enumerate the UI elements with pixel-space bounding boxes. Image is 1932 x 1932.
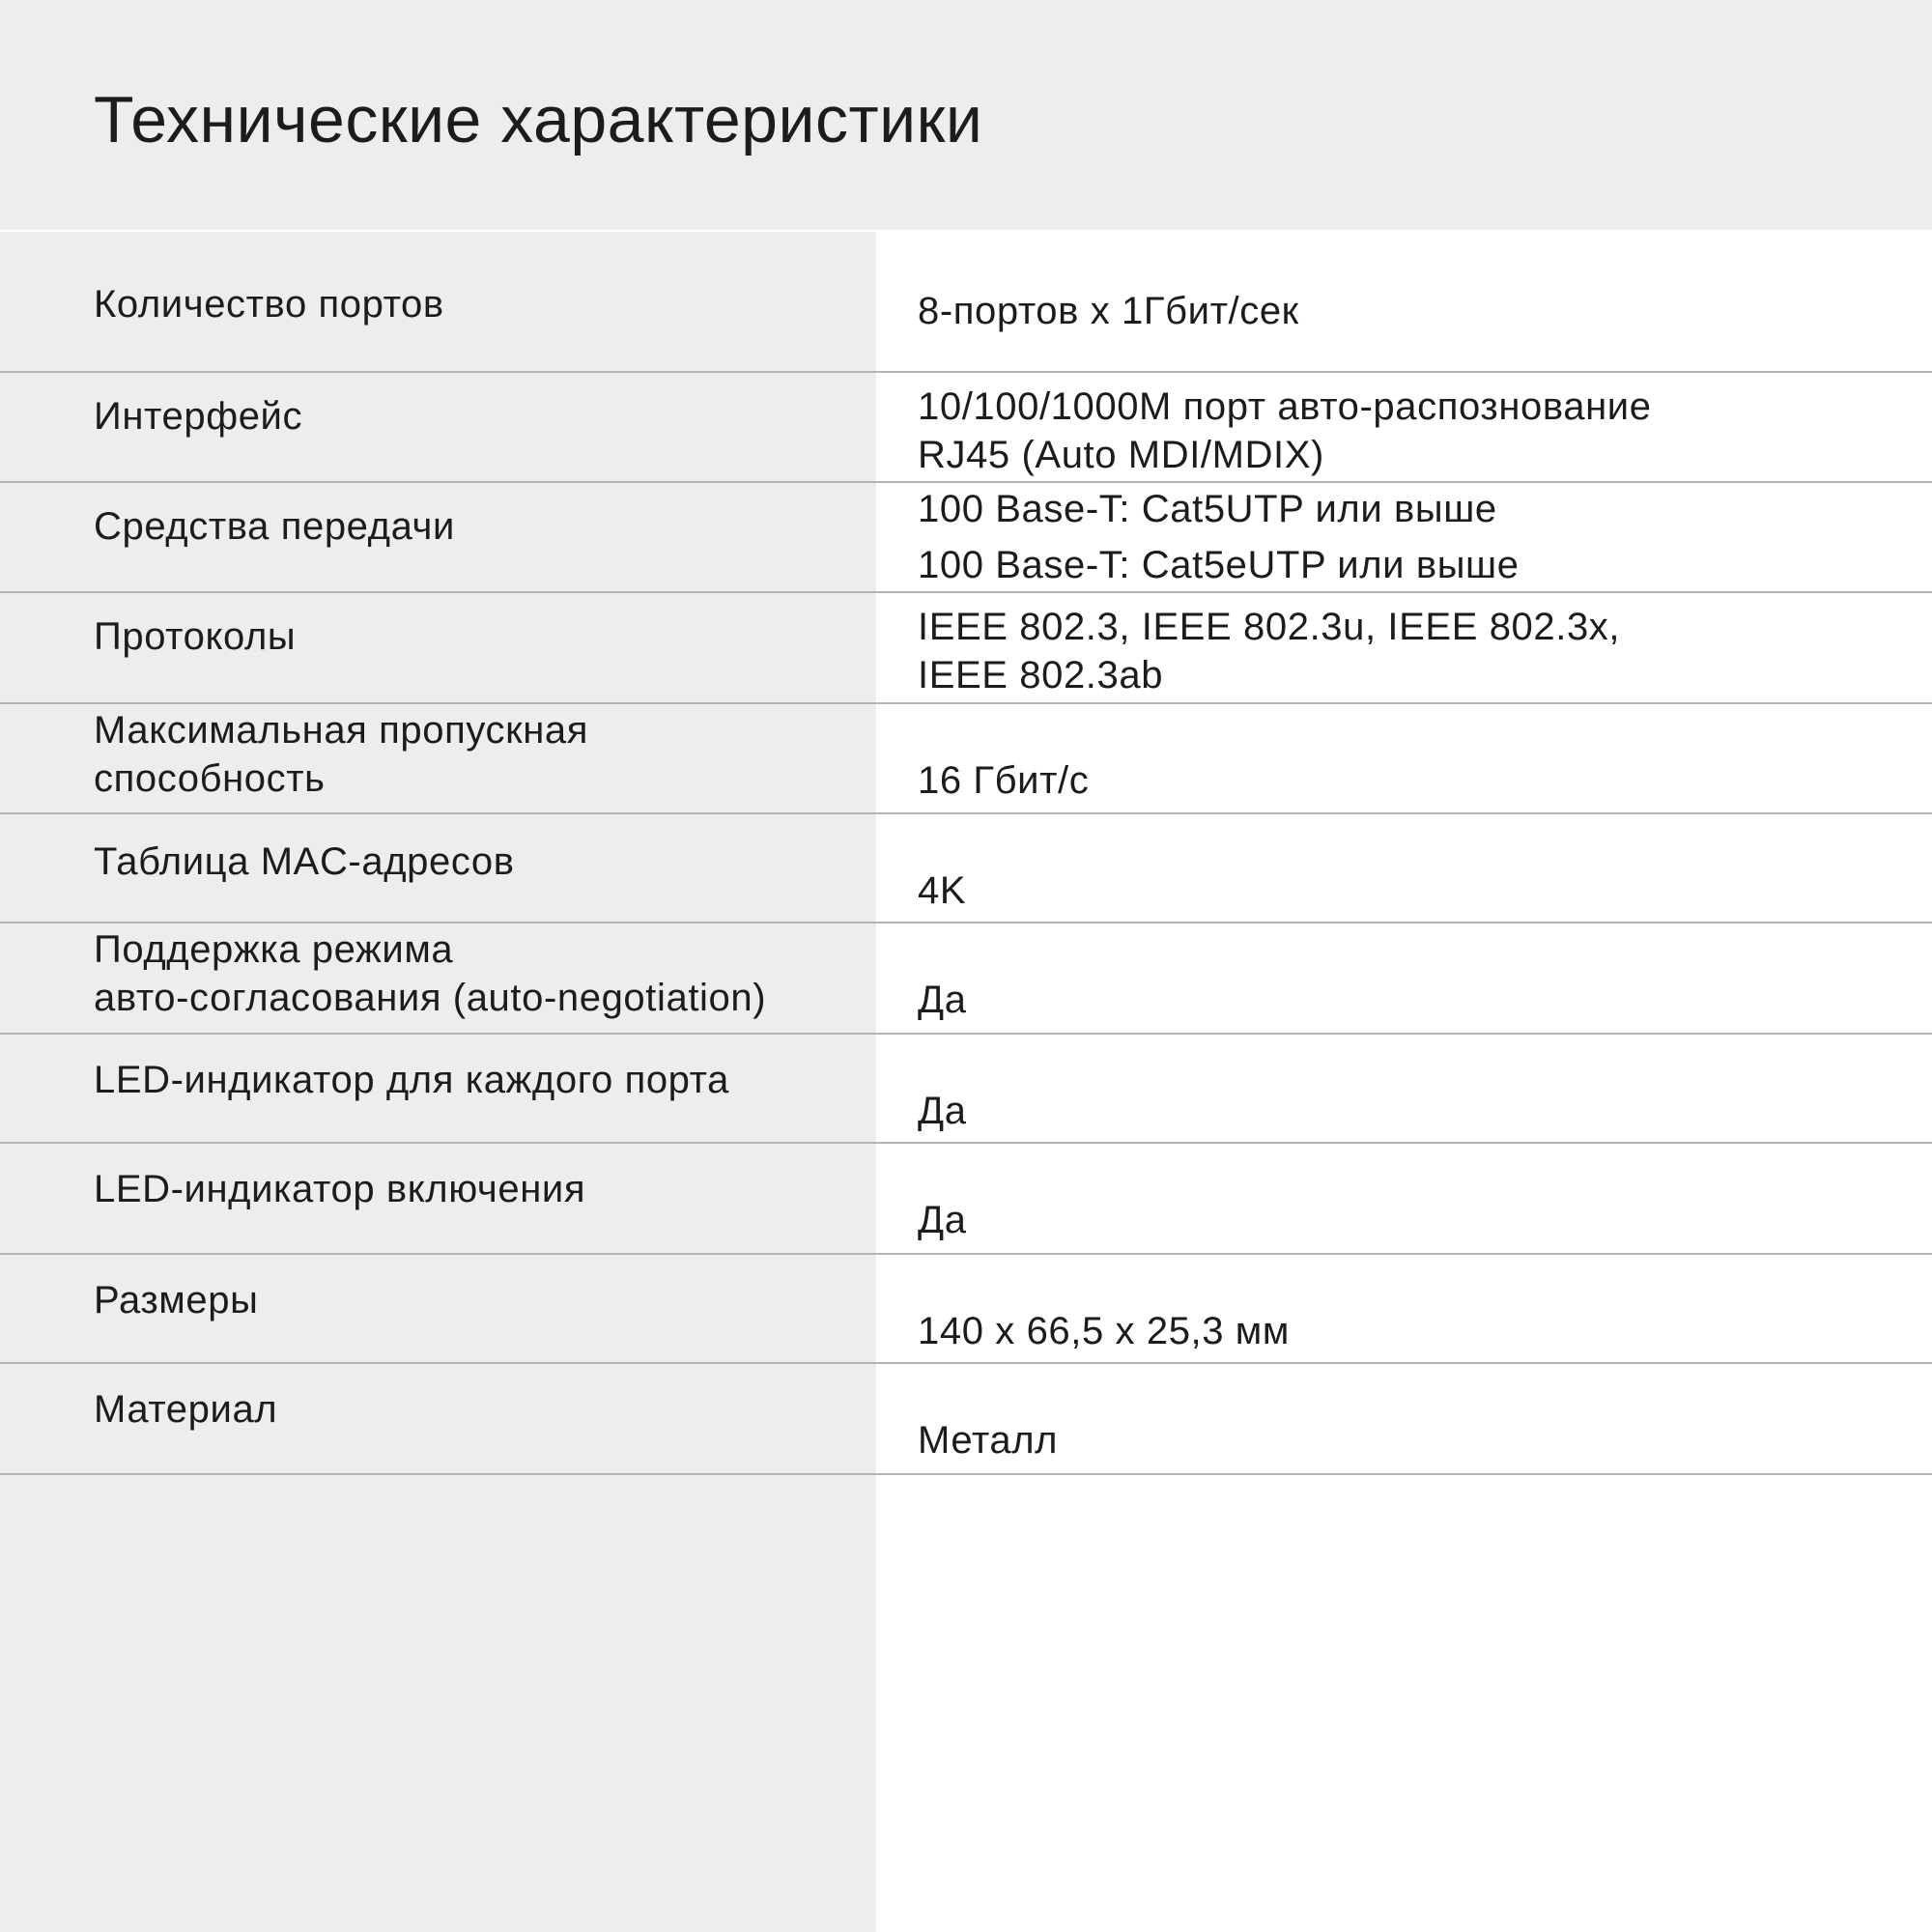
spec-row	[0, 1253, 1932, 1364]
spec-value: 10/100/1000M порт авто-распознование RJ45 (Auto MDI/MDIX)	[918, 385, 1652, 476]
spec-label: LED-индикатор для каждого порта	[94, 1059, 729, 1101]
spec-label: Поддержка режима авто-согласования (auto-negotiation)	[94, 928, 767, 1019]
spec-value: Да	[918, 979, 967, 1021]
page-title: Технические характеристики	[94, 83, 983, 156]
spec-row	[0, 702, 1932, 814]
spec-label: Количество портов	[94, 283, 444, 326]
spec-label: Интерфейс	[94, 395, 303, 438]
spec-row	[0, 481, 1932, 593]
spec-row	[0, 1142, 1932, 1255]
spec-value: 100 Base-T: Cat5UTP или выше 100 Base-T: Cat5eUTP или выше	[918, 488, 1520, 586]
header-band	[0, 0, 1932, 230]
spec-label: Максимальная пропускная способность	[94, 709, 589, 800]
spec-row	[0, 371, 1932, 483]
spec-row	[0, 812, 1932, 923]
spec-label: Материал	[94, 1388, 278, 1431]
spec-value: 4K	[918, 869, 967, 912]
spec-label: LED-индикатор включения	[94, 1168, 586, 1210]
spec-label: Протоколы	[94, 615, 297, 658]
spec-row	[0, 591, 1932, 704]
spec-row	[0, 232, 1932, 373]
spec-label: Размеры	[94, 1279, 259, 1321]
spec-value: Металл	[918, 1419, 1059, 1462]
spec-value: 8-портов х 1Гбит/сек	[918, 290, 1299, 332]
spec-row	[0, 1362, 1932, 1475]
spec-value: IEEE 802.3, IEEE 802.3u, IEEE 802.3x, IEEE 802.3ab	[918, 606, 1621, 696]
spec-value: Да	[918, 1090, 967, 1132]
spec-value: 140 х 66,5 х 25,3 мм	[918, 1310, 1291, 1352]
spec-label: Таблица MAC-адресов	[94, 840, 515, 883]
spec-row	[0, 922, 1932, 1035]
spec-row	[0, 1033, 1932, 1144]
spec-value: Да	[918, 1199, 967, 1241]
spec-value: 16 Гбит/с	[918, 759, 1090, 802]
spec-label: Средства передачи	[94, 505, 455, 548]
